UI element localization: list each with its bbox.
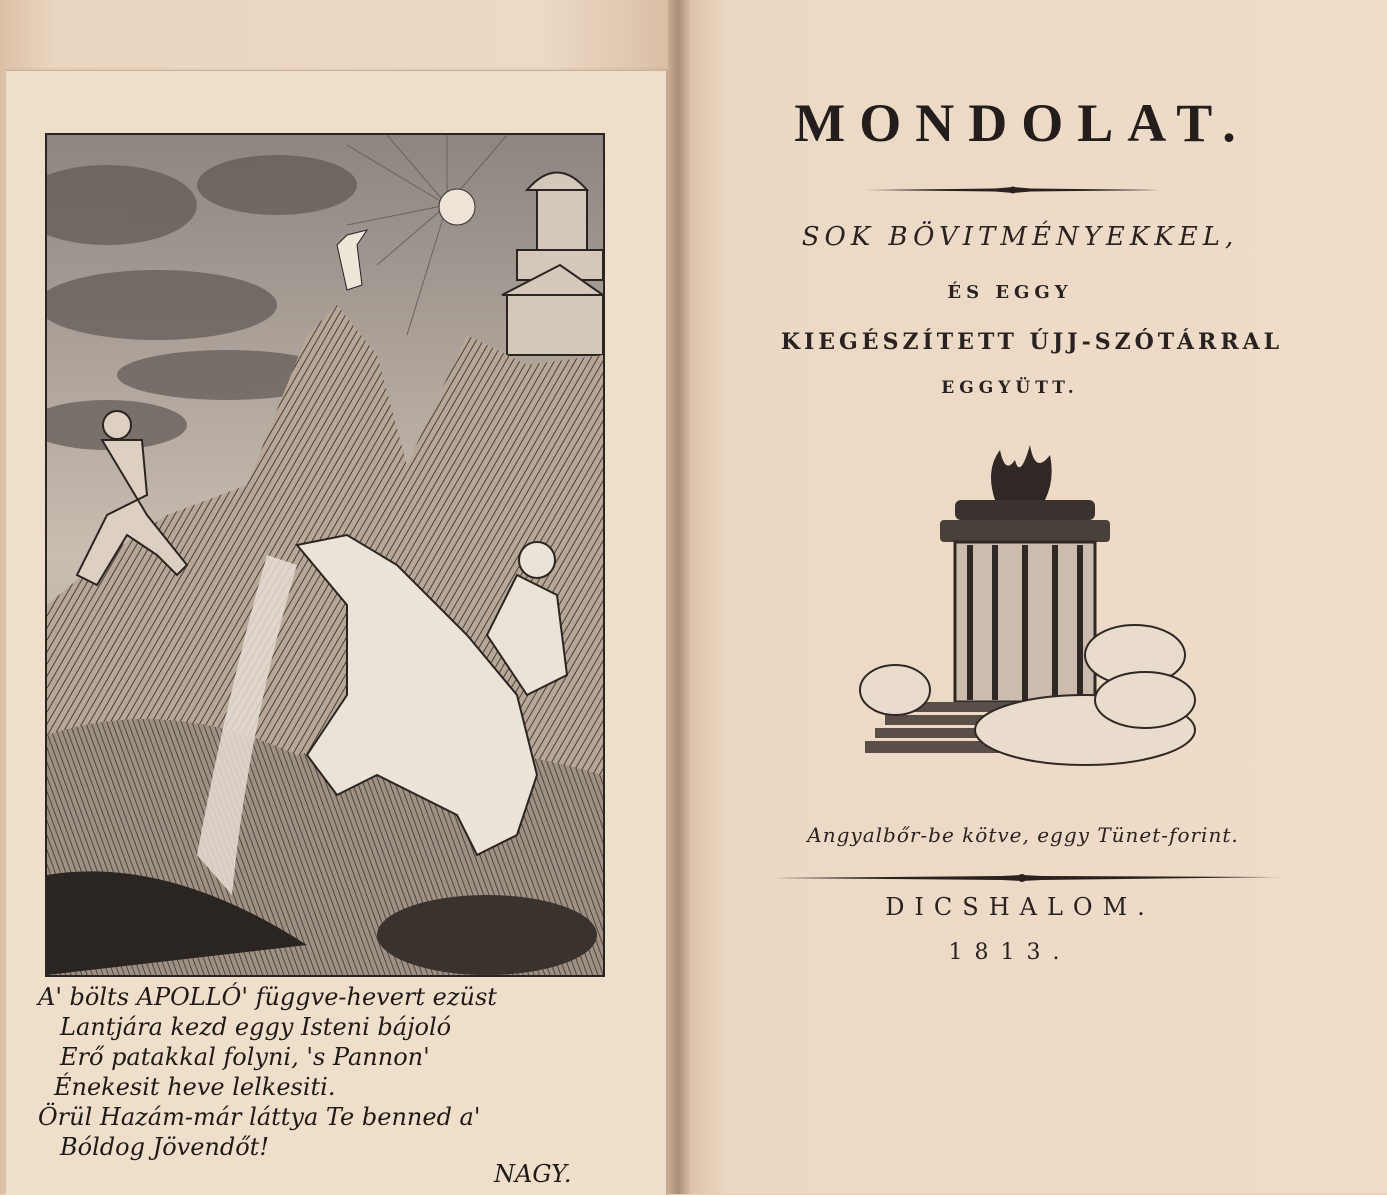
- sun-icon: [439, 189, 475, 225]
- imprint-year: 1813.: [948, 940, 1072, 965]
- foliage: [377, 895, 597, 975]
- poem-line: Lantjára kezd eggy Isteni bájoló: [60, 1013, 452, 1041]
- dedication-poem: [38, 982, 497, 1162]
- temple-woodcut: [855, 440, 1205, 770]
- imprint-place: DICSHALOM.: [885, 893, 1155, 921]
- book-title: MONDOLAT.: [794, 93, 1250, 153]
- engraving-illustration: [47, 135, 603, 975]
- subtitle-line-2: ÉS EGGY: [947, 282, 1073, 303]
- ornamental-rule: [772, 872, 1284, 884]
- subtitle-line-3: KIEGÉSZÍTETT ÚJJ-SZÓTÁRRAL: [780, 329, 1284, 355]
- poem-line: A' bölts APOLLÓ' függve-hevert ezüst: [38, 983, 497, 1011]
- flame-icon: [991, 445, 1052, 500]
- subtitle-line-4: EGGYÜTT.: [941, 378, 1079, 398]
- title-page: [690, 0, 1387, 1194]
- ornamental-rule: [865, 184, 1161, 196]
- poem-line: Erő patakkal folyni, 's Pannon': [60, 1043, 430, 1071]
- poem-line: Örül Hazám-már láttya Te benned a': [38, 1103, 481, 1131]
- poem-signature: NAGY.: [494, 1160, 572, 1188]
- price-line: Angyalbőr-be kötve, eggy Tünet-forint.: [807, 823, 1239, 847]
- book-gutter: [668, 0, 690, 1194]
- poem-line: Énekesit heve lelkesiti.: [54, 1073, 336, 1101]
- subtitle-line-1: SOK BÖVITMÉNYEKKEL,: [801, 222, 1239, 252]
- frontispiece-engraving: [45, 133, 605, 977]
- poem-line: Bóldog Jövendőt!: [60, 1133, 269, 1161]
